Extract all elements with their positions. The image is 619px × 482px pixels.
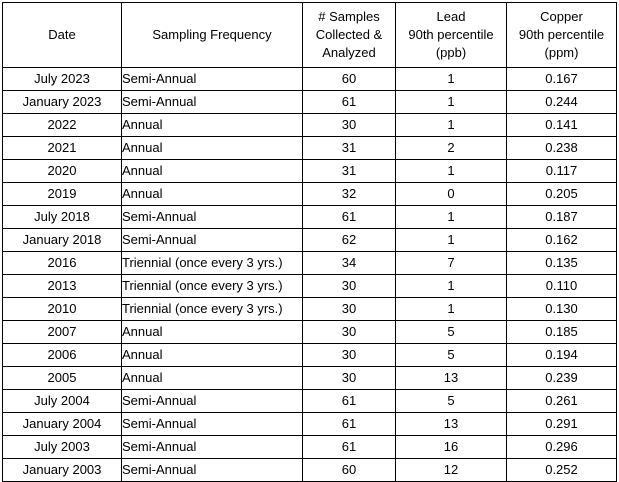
cell-copper: 0.261: [507, 390, 617, 413]
cell-date: 2010: [3, 298, 122, 321]
cell-samples: 31: [303, 137, 396, 160]
cell-frequency: Semi-Annual: [122, 206, 303, 229]
cell-copper: 0.117: [507, 160, 617, 183]
table-row: [3, 137, 617, 160]
header-copper-line-2: 90th percentile: [518, 27, 605, 42]
cell-lead: 5: [396, 390, 507, 413]
header-samples-line-2: Collected &: [315, 27, 383, 42]
table-row: [3, 275, 617, 298]
cell-samples: 34: [303, 252, 396, 275]
cell-samples: 32: [303, 183, 396, 206]
cell-frequency: Triennial (once every 3 yrs.): [122, 252, 303, 275]
cell-date: July 2023: [3, 68, 122, 91]
table-row: [3, 68, 617, 91]
cell-date: 2006: [3, 344, 122, 367]
cell-date: 2019: [3, 183, 122, 206]
cell-lead: 2: [396, 137, 507, 160]
cell-date: 2022: [3, 114, 122, 137]
cell-lead: 1: [396, 91, 507, 114]
cell-lead: 1: [396, 206, 507, 229]
cell-copper: 0.194: [507, 344, 617, 367]
cell-samples: 60: [303, 459, 396, 482]
cell-lead: 1: [396, 298, 507, 321]
cell-lead: 1: [396, 160, 507, 183]
cell-lead: 1: [396, 275, 507, 298]
cell-frequency: Semi-Annual: [122, 459, 303, 482]
cell-samples: 61: [303, 436, 396, 459]
cell-copper: 0.296: [507, 436, 617, 459]
cell-frequency: Annual: [122, 114, 303, 137]
cell-date: January 2004: [3, 413, 122, 436]
cell-lead: 16: [396, 436, 507, 459]
cell-copper: 0.205: [507, 183, 617, 206]
table-row: [3, 114, 617, 137]
cell-date: July 2004: [3, 390, 122, 413]
table-body: [3, 68, 617, 482]
header-samples: [303, 3, 396, 68]
cell-samples: 30: [303, 344, 396, 367]
table-row: [3, 367, 617, 390]
cell-samples: 61: [303, 413, 396, 436]
header-samples-line-3: Analyzed: [322, 45, 376, 60]
cell-copper: 0.110: [507, 275, 617, 298]
cell-frequency: Annual: [122, 344, 303, 367]
table-row: [3, 298, 617, 321]
cell-date: 2007: [3, 321, 122, 344]
cell-date: 2016: [3, 252, 122, 275]
cell-copper: 0.291: [507, 413, 617, 436]
table-row: [3, 321, 617, 344]
header-row: [3, 3, 617, 68]
cell-samples: 62: [303, 229, 396, 252]
cell-copper: 0.135: [507, 252, 617, 275]
header-copper: [507, 3, 617, 68]
table-row: [3, 229, 617, 252]
header-lead-line-3: (ppb): [435, 45, 467, 60]
cell-date: January 2023: [3, 91, 122, 114]
cell-frequency: Semi-Annual: [122, 390, 303, 413]
cell-lead: 7: [396, 252, 507, 275]
cell-lead: 0: [396, 183, 507, 206]
cell-samples: 30: [303, 114, 396, 137]
cell-samples: 60: [303, 68, 396, 91]
cell-frequency: Semi-Annual: [122, 68, 303, 91]
cell-lead: 1: [396, 68, 507, 91]
cell-frequency: Annual: [122, 160, 303, 183]
header-date-line: Date: [48, 27, 76, 42]
table-row: [3, 252, 617, 275]
cell-date: July 2018: [3, 206, 122, 229]
cell-copper: 0.187: [507, 206, 617, 229]
cell-frequency: Annual: [122, 183, 303, 206]
cell-copper: 0.130: [507, 298, 617, 321]
table-row: [3, 183, 617, 206]
table-header: [3, 3, 617, 68]
cell-lead: 13: [396, 413, 507, 436]
header-copper-line-1: Copper: [540, 9, 583, 24]
cell-frequency: Annual: [122, 367, 303, 390]
cell-lead: 13: [396, 367, 507, 390]
table-row: [3, 344, 617, 367]
cell-date: 2005: [3, 367, 122, 390]
cell-copper: 0.162: [507, 229, 617, 252]
cell-date: 2020: [3, 160, 122, 183]
cell-samples: 30: [303, 367, 396, 390]
cell-samples: 61: [303, 206, 396, 229]
table-row: [3, 91, 617, 114]
cell-frequency: Semi-Annual: [122, 229, 303, 252]
header-sampling-frequency: [122, 3, 303, 68]
table-row: [3, 413, 617, 436]
header-date: [3, 3, 122, 68]
table-row: [3, 206, 617, 229]
cell-frequency: Triennial (once every 3 yrs.): [122, 275, 303, 298]
cell-copper: 0.185: [507, 321, 617, 344]
cell-date: January 2018: [3, 229, 122, 252]
cell-lead: 12: [396, 459, 507, 482]
cell-copper: 0.167: [507, 68, 617, 91]
cell-frequency: Triennial (once every 3 yrs.): [122, 298, 303, 321]
cell-frequency: Semi-Annual: [122, 436, 303, 459]
cell-frequency: Semi-Annual: [122, 91, 303, 114]
cell-date: January 2003: [3, 459, 122, 482]
table-row: [3, 390, 617, 413]
cell-date: July 2003: [3, 436, 122, 459]
header-samples-line-1: # Samples: [318, 9, 380, 24]
cell-frequency: Annual: [122, 321, 303, 344]
cell-date: 2013: [3, 275, 122, 298]
cell-date: 2021: [3, 137, 122, 160]
table-row: [3, 459, 617, 482]
lead-copper-results-table: [2, 2, 617, 482]
cell-frequency: Semi-Annual: [122, 413, 303, 436]
cell-samples: 30: [303, 298, 396, 321]
cell-copper: 0.141: [507, 114, 617, 137]
cell-samples: 30: [303, 275, 396, 298]
cell-lead: 5: [396, 344, 507, 367]
header-copper-line-3: (ppm): [544, 45, 579, 60]
cell-samples: 61: [303, 91, 396, 114]
cell-lead: 1: [396, 114, 507, 137]
table-row: [3, 160, 617, 183]
cell-copper: 0.238: [507, 137, 617, 160]
cell-samples: 61: [303, 390, 396, 413]
cell-frequency: Annual: [122, 137, 303, 160]
header-lead: [396, 3, 507, 68]
cell-copper: 0.244: [507, 91, 617, 114]
cell-lead: 1: [396, 229, 507, 252]
header-lead-line-2: 90th percentile: [408, 27, 494, 42]
cell-copper: 0.252: [507, 459, 617, 482]
cell-samples: 30: [303, 321, 396, 344]
cell-samples: 31: [303, 160, 396, 183]
header-lead-line-1: Lead: [436, 9, 466, 24]
header-frequency-line: Sampling Frequency: [152, 27, 272, 42]
cell-copper: 0.239: [507, 367, 617, 390]
table-row: [3, 436, 617, 459]
cell-lead: 5: [396, 321, 507, 344]
